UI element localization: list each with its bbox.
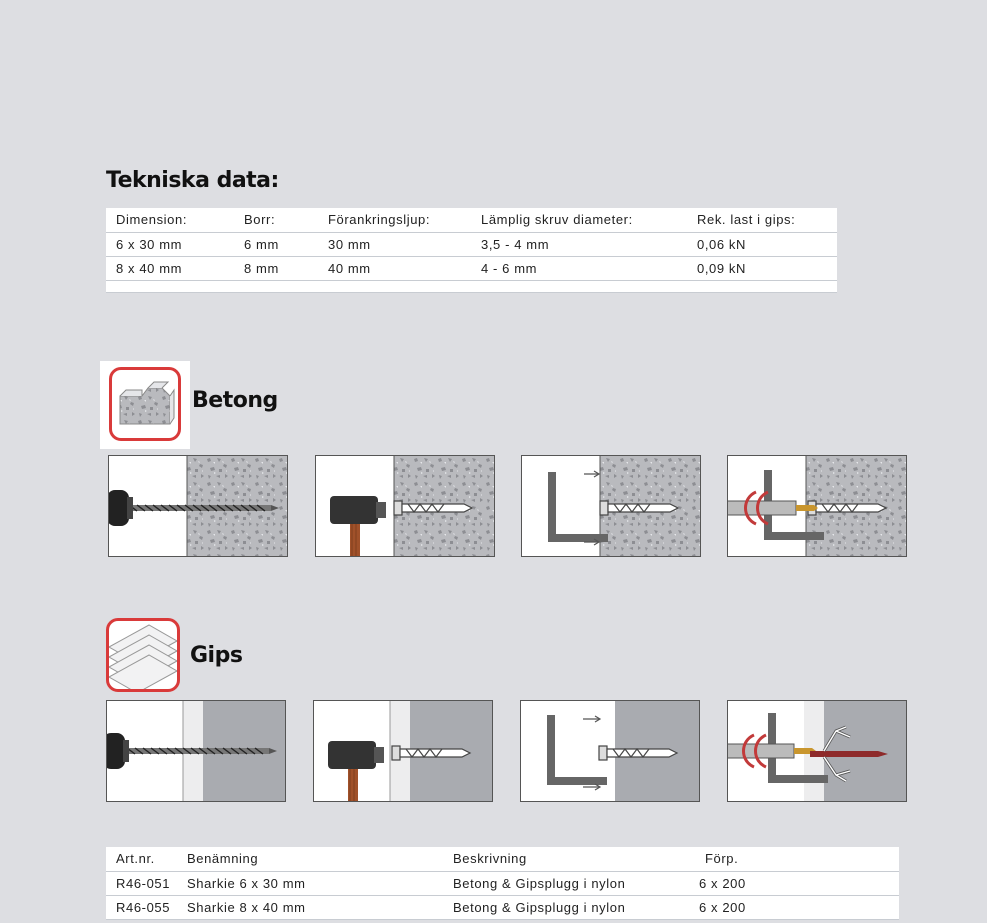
place-fixture-step xyxy=(520,700,700,802)
drill-step xyxy=(108,455,288,557)
screw-in-step xyxy=(727,700,907,802)
column-header: Benämning xyxy=(177,847,443,871)
table-row xyxy=(106,232,837,256)
table-header-row xyxy=(106,208,837,232)
table-cell: 6 x 200 xyxy=(689,871,899,895)
drill-step xyxy=(106,700,286,802)
table-cell: R46-055 xyxy=(106,895,177,919)
table-cell: 8 x 40 mm xyxy=(106,256,234,280)
place-fixture-step xyxy=(521,455,701,557)
column-header: Art.nr. xyxy=(106,847,177,871)
table-cell: Betong & Gipsplugg i nylon xyxy=(443,871,689,895)
tech-data-title: Tekniska data: xyxy=(106,168,279,193)
column-header: Förankringsljup: xyxy=(318,208,471,232)
plasterboard-stack-icon xyxy=(106,618,180,692)
screw-in-step xyxy=(727,455,907,557)
column-header: Borr: xyxy=(234,208,318,232)
table-cell: 6 x 200 xyxy=(689,895,899,919)
table-row xyxy=(106,871,899,895)
table-cell: 8 mm xyxy=(234,256,318,280)
table-cell: Sharkie 6 x 30 mm xyxy=(177,871,443,895)
table-cell: Betong & Gipsplugg i nylon xyxy=(443,895,689,919)
table-cell: 6 x 30 mm xyxy=(106,232,234,256)
concrete-block-icon xyxy=(100,361,190,449)
table-row xyxy=(106,895,899,919)
table-cell: R46-051 xyxy=(106,871,177,895)
section-label-betong: Betong xyxy=(192,388,278,413)
table-cell: 3,5 - 4 mm xyxy=(471,232,687,256)
tech-data-table xyxy=(106,208,837,293)
article-table xyxy=(106,847,899,920)
section-label-gips: Gips xyxy=(190,643,243,668)
table-row xyxy=(106,256,837,280)
column-header: Lämplig skruv diameter: xyxy=(471,208,687,232)
table-cell: Sharkie 8 x 40 mm xyxy=(177,895,443,919)
table-cell: 0,09 kN xyxy=(687,256,837,280)
table-header-row xyxy=(106,847,899,871)
hammer-plug-step xyxy=(313,700,493,802)
table-cell: 40 mm xyxy=(318,256,471,280)
table-cell: 0,06 kN xyxy=(687,232,837,256)
hammer-plug-step xyxy=(315,455,495,557)
table-spacer-row xyxy=(106,280,837,292)
column-header: Förp. xyxy=(689,847,899,871)
column-header: Rek. last i gips: xyxy=(687,208,837,232)
column-header: Dimension: xyxy=(106,208,234,232)
table-cell: 30 mm xyxy=(318,232,471,256)
table-cell: 6 mm xyxy=(234,232,318,256)
column-header: Beskrivning xyxy=(443,847,689,871)
table-cell: 4 - 6 mm xyxy=(471,256,687,280)
